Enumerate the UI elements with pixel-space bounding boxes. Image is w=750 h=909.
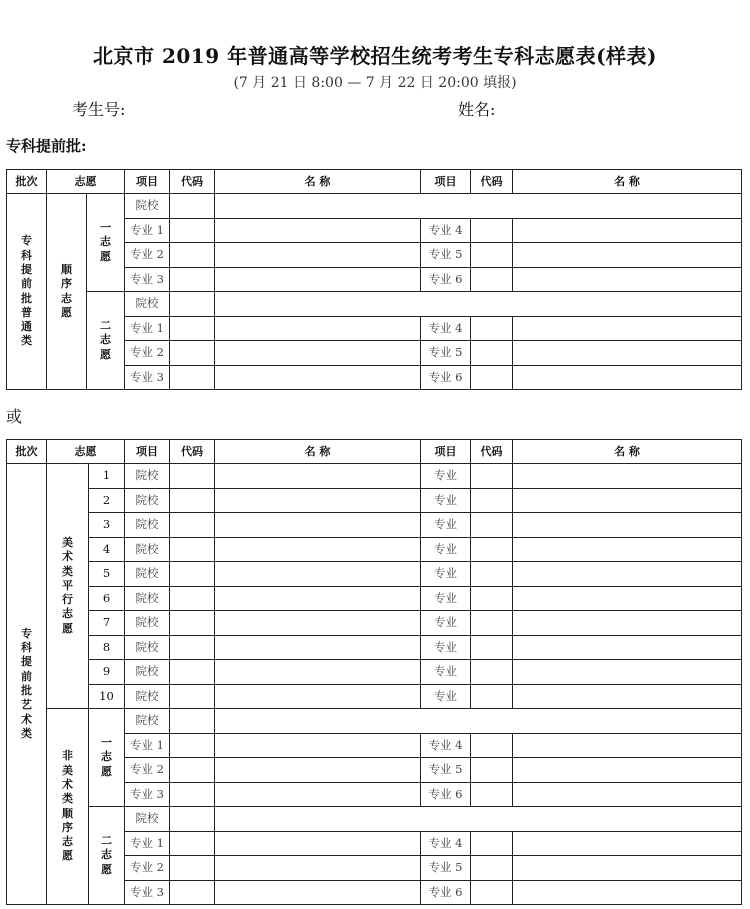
fill-period: (7 月 21 日 8:00 — 7 月 22 日 20:00 填报) — [233, 75, 517, 91]
school-label: 院校 — [125, 684, 170, 709]
major-name-cell[interactable] — [513, 782, 742, 807]
first-choice-label: 一志愿 — [87, 194, 125, 292]
major-name-cell[interactable] — [513, 586, 742, 611]
major-label: 专业 5 — [421, 341, 471, 366]
major-code-cell[interactable] — [471, 488, 513, 513]
major-code-cell[interactable] — [471, 684, 513, 709]
major-label: 专业 — [421, 635, 471, 660]
school-name-cell[interactable] — [215, 709, 742, 734]
art-choice-number: 1 — [89, 464, 125, 489]
school-label: 院校 — [125, 292, 170, 317]
school-code-cell[interactable] — [170, 807, 215, 832]
major-name-cell[interactable] — [513, 537, 742, 562]
major-code-cell[interactable] — [471, 880, 513, 905]
major-label: 专业 5 — [421, 243, 471, 268]
batch-label: 专科提前批艺术类 — [7, 464, 47, 905]
major-label: 专业 — [421, 464, 471, 489]
major-code-cell[interactable] — [471, 635, 513, 660]
school-name-cell[interactable] — [215, 562, 421, 587]
major-name-cell[interactable] — [215, 218, 421, 243]
major-name-cell[interactable] — [513, 464, 742, 489]
second-choice-label: 二志愿 — [87, 292, 125, 390]
major-name-cell[interactable] — [215, 341, 421, 366]
major-code-cell[interactable] — [471, 562, 513, 587]
major-code-cell[interactable] — [170, 316, 215, 341]
major-name-cell[interactable] — [215, 782, 421, 807]
major-code-cell[interactable] — [471, 611, 513, 636]
major-code-cell[interactable] — [471, 243, 513, 268]
school-code-cell[interactable] — [170, 611, 215, 636]
art-choice-number: 3 — [89, 513, 125, 538]
school-name-cell[interactable] — [215, 807, 742, 832]
section-title: 专科提前批: — [6, 137, 87, 155]
major-name-cell[interactable] — [215, 365, 421, 390]
school-label: 院校 — [125, 562, 170, 587]
header-code: 代码 — [471, 440, 513, 464]
major-name-cell[interactable] — [215, 733, 421, 758]
major-code-cell[interactable] — [471, 267, 513, 292]
major-code-cell[interactable] — [170, 758, 215, 783]
header-code: 代码 — [471, 170, 513, 194]
major-code-cell[interactable] — [471, 365, 513, 390]
school-label: 院校 — [125, 194, 170, 219]
school-code-cell[interactable] — [170, 292, 215, 317]
major-name-cell[interactable] — [513, 684, 742, 709]
first-choice-label: 一志愿 — [89, 709, 125, 807]
major-name-cell[interactable] — [513, 267, 742, 292]
major-code-cell[interactable] — [170, 243, 215, 268]
school-name-cell[interactable] — [215, 537, 421, 562]
major-label: 专业 4 — [421, 733, 471, 758]
major-code-cell[interactable] — [170, 267, 215, 292]
school-name-cell[interactable] — [215, 513, 421, 538]
major-label: 专业 1 — [125, 316, 170, 341]
major-name-cell[interactable] — [513, 733, 742, 758]
major-code-cell[interactable] — [471, 831, 513, 856]
major-label: 专业 3 — [125, 782, 170, 807]
major-code-cell[interactable] — [170, 782, 215, 807]
school-code-cell[interactable] — [170, 709, 215, 734]
major-name-cell[interactable] — [513, 488, 742, 513]
major-name-cell[interactable] — [513, 660, 742, 685]
major-name-cell[interactable] — [215, 758, 421, 783]
major-name-cell[interactable] — [215, 856, 421, 881]
major-label: 专业 3 — [125, 365, 170, 390]
art-choice-number: 4 — [89, 537, 125, 562]
header-batch: 批次 — [7, 440, 47, 464]
major-label: 专业 — [421, 513, 471, 538]
major-code-cell[interactable] — [170, 218, 215, 243]
school-name-cell[interactable] — [215, 635, 421, 660]
school-code-cell[interactable] — [170, 586, 215, 611]
major-code-cell[interactable] — [471, 782, 513, 807]
major-label: 专业 2 — [125, 243, 170, 268]
school-label: 院校 — [125, 488, 170, 513]
major-name-cell[interactable] — [215, 316, 421, 341]
second-choice-label: 二志愿 — [89, 807, 125, 905]
major-label: 专业 6 — [421, 365, 471, 390]
school-name-cell[interactable] — [215, 464, 421, 489]
school-label: 院校 — [125, 611, 170, 636]
header-item: 项目 — [421, 170, 471, 194]
major-label: 专业 — [421, 586, 471, 611]
major-label: 专业 5 — [421, 758, 471, 783]
major-label: 专业 — [421, 684, 471, 709]
school-label: 院校 — [125, 537, 170, 562]
major-code-cell[interactable] — [471, 733, 513, 758]
school-name-cell[interactable] — [215, 488, 421, 513]
group-label: 顺序志愿 — [47, 194, 87, 390]
major-label: 专业 3 — [125, 880, 170, 905]
major-label: 专业 4 — [421, 218, 471, 243]
major-name-cell[interactable] — [513, 758, 742, 783]
major-name-cell[interactable] — [513, 831, 742, 856]
major-label: 专业 4 — [421, 831, 471, 856]
major-code-cell[interactable] — [471, 316, 513, 341]
major-label: 专业 4 — [421, 316, 471, 341]
major-code-cell[interactable] — [471, 341, 513, 366]
name-label: 姓名: — [458, 100, 496, 119]
major-label: 专业 2 — [125, 856, 170, 881]
major-label: 专业 3 — [125, 267, 170, 292]
school-code-cell[interactable] — [170, 635, 215, 660]
art-choice-number: 5 — [89, 562, 125, 587]
header-item: 项目 — [421, 440, 471, 464]
header-name: 名 称 — [215, 170, 421, 194]
major-code-cell[interactable] — [170, 733, 215, 758]
major-name-cell[interactable] — [513, 365, 742, 390]
school-label: 院校 — [125, 660, 170, 685]
page-title: 北京市 2019 年普通高等学校招生统考考生专科志愿表(样表) — [92, 44, 657, 68]
major-label: 专业 2 — [125, 758, 170, 783]
major-code-cell[interactable] — [170, 365, 215, 390]
art-group-label: 美术类平行志愿 — [47, 464, 89, 709]
art-choice-number: 10 — [89, 684, 125, 709]
major-name-cell[interactable] — [215, 267, 421, 292]
major-name-cell[interactable] — [513, 880, 742, 905]
major-name-cell[interactable] — [513, 513, 742, 538]
school-code-cell[interactable] — [170, 194, 215, 219]
major-name-cell[interactable] — [215, 243, 421, 268]
major-label: 专业 1 — [125, 218, 170, 243]
school-label: 院校 — [125, 513, 170, 538]
nonart-group-label: 非美术类顺序志愿 — [47, 709, 89, 905]
major-label: 专业 — [421, 660, 471, 685]
school-name-cell[interactable] — [215, 194, 742, 219]
school-code-cell[interactable] — [170, 513, 215, 538]
major-code-cell[interactable] — [471, 758, 513, 783]
major-label: 专业 6 — [421, 782, 471, 807]
school-code-cell[interactable] — [170, 684, 215, 709]
advance-general-table — [6, 169, 742, 390]
header-item: 项目 — [125, 440, 170, 464]
school-label: 院校 — [125, 807, 170, 832]
art-choice-number: 9 — [89, 660, 125, 685]
major-label: 专业 2 — [125, 341, 170, 366]
major-label: 专业 6 — [421, 267, 471, 292]
major-code-cell[interactable] — [471, 537, 513, 562]
header-code: 代码 — [170, 440, 215, 464]
school-name-cell[interactable] — [215, 611, 421, 636]
major-name-cell[interactable] — [215, 831, 421, 856]
art-choice-number: 7 — [89, 611, 125, 636]
major-code-cell[interactable] — [170, 880, 215, 905]
major-name-cell[interactable] — [215, 880, 421, 905]
school-label: 院校 — [125, 464, 170, 489]
exam-id-label: 考生号: — [72, 100, 126, 119]
art-choice-number: 2 — [89, 488, 125, 513]
school-code-cell[interactable] — [170, 660, 215, 685]
header-code: 代码 — [170, 170, 215, 194]
major-name-cell[interactable] — [513, 316, 742, 341]
header-batch: 批次 — [7, 170, 47, 194]
header-choice: 志愿 — [47, 170, 125, 194]
major-name-cell[interactable] — [513, 856, 742, 881]
major-name-cell[interactable] — [513, 243, 742, 268]
school-label: 院校 — [125, 709, 170, 734]
major-name-cell[interactable] — [513, 635, 742, 660]
major-code-cell[interactable] — [170, 341, 215, 366]
school-label: 院校 — [125, 586, 170, 611]
major-label: 专业 6 — [421, 880, 471, 905]
major-code-cell[interactable] — [170, 856, 215, 881]
major-label: 专业 — [421, 611, 471, 636]
major-name-cell[interactable] — [513, 218, 742, 243]
header-name: 名 称 — [513, 170, 742, 194]
major-name-cell[interactable] — [513, 562, 742, 587]
major-code-cell[interactable] — [471, 660, 513, 685]
major-label: 专业 — [421, 537, 471, 562]
header-choice: 志愿 — [47, 440, 125, 464]
school-code-cell[interactable] — [170, 537, 215, 562]
major-code-cell[interactable] — [471, 513, 513, 538]
major-code-cell[interactable] — [471, 856, 513, 881]
or-separator: 或 — [6, 407, 23, 426]
major-label: 专业 — [421, 562, 471, 587]
batch-label: 专科提前批普通类 — [7, 194, 47, 390]
school-name-cell[interactable] — [215, 586, 421, 611]
school-code-cell[interactable] — [170, 488, 215, 513]
school-code-cell[interactable] — [170, 464, 215, 489]
header-name: 名 称 — [513, 440, 742, 464]
art-choice-number: 8 — [89, 635, 125, 660]
major-code-cell[interactable] — [471, 464, 513, 489]
school-name-cell[interactable] — [215, 684, 421, 709]
major-label: 专业 1 — [125, 733, 170, 758]
major-label: 专业 5 — [421, 856, 471, 881]
school-name-cell[interactable] — [215, 660, 421, 685]
major-name-cell[interactable] — [513, 611, 742, 636]
art-choice-number: 6 — [89, 586, 125, 611]
school-label: 院校 — [125, 635, 170, 660]
major-code-cell[interactable] — [471, 586, 513, 611]
major-name-cell[interactable] — [513, 341, 742, 366]
school-code-cell[interactable] — [170, 562, 215, 587]
major-code-cell[interactable] — [471, 218, 513, 243]
advance-art-table — [6, 439, 742, 905]
school-name-cell[interactable] — [215, 292, 742, 317]
major-label: 专业 — [421, 488, 471, 513]
major-code-cell[interactable] — [170, 831, 215, 856]
major-label: 专业 1 — [125, 831, 170, 856]
header-item: 项目 — [125, 170, 170, 194]
header-name: 名 称 — [215, 440, 421, 464]
